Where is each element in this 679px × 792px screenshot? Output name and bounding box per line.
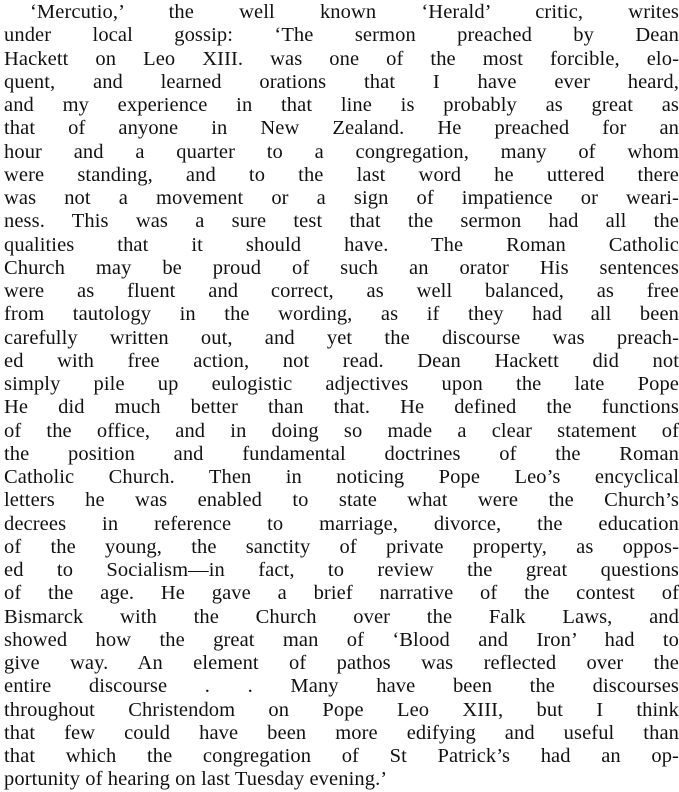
text-line: ‘Mercutio,’ the well known ‘Herald’ critic, writes [30, 1, 679, 23]
text-line: give way. An element of pathos was reflected over the [4, 652, 679, 674]
text-line: entire discourse . . Many have been the discourses [4, 675, 679, 698]
text-line: throughout Christendom on Pope Leo XIII, but I think [4, 698, 679, 721]
text-line: that few could have been more edifying and useful than [4, 721, 679, 744]
text-line: Bismarck with the Church over the Falk Laws, and [4, 605, 679, 628]
text-line: portunity of hearing on last Tuesday evening.’ [4, 768, 388, 791]
text-line: were as fluent and correct, as well balanced, as free [4, 280, 679, 302]
text-line: were standing, and to the last word he uttered there [4, 163, 679, 186]
text-line: that of anyone in New Zealand. He preached for an [4, 117, 679, 140]
text-line: ness. This was a sure test that the sermon had all the [4, 210, 679, 233]
text-line: He did much better than that. He defined the functions [4, 396, 679, 419]
text-line: hour and a quarter to a congregation, many of whom [4, 140, 679, 163]
text-line: Catholic Church. Then in noticing Pope Leo’s encyclical [4, 466, 679, 488]
text-line: carefully written out, and yet the discourse was preach- [4, 326, 679, 349]
text-line: quent, and learned orations that I have ever heard, [4, 70, 679, 93]
text-line: letters he was enabled to state what were the Church’s [4, 489, 679, 512]
text-line: showed how the great man of ‘Blood and Iron’ had to [4, 628, 679, 651]
text-line: decrees in reference to marriage, divorce, the education [4, 512, 679, 535]
text-line: Hackett on Leo XIII. was one of the most forcible, elo- [4, 47, 679, 70]
text-line: Church may be proud of such an orator His sentences [4, 256, 679, 279]
text-line: the position and fundamental doctrines of the Roman [4, 442, 679, 465]
text-line: from tautology in the wording, as if they had all been [4, 303, 679, 326]
text-line: simply pile up eulogistic adjectives upon the late Pope [4, 373, 679, 395]
text-line: and my experience in that line is probably as great as [4, 94, 679, 116]
text-line: ed with free action, not read. Dean Hackett did not [4, 349, 679, 372]
text-line: that which the congregation of St Patrick’s had an op- [4, 745, 679, 767]
text-line: of the age. He gave a brief narrative of the contest of [4, 582, 679, 605]
text-line: under local gossip: ‘The sermon preached by Dean [4, 24, 679, 47]
text-line: of the young, the sanctity of private property, as oppos- [4, 535, 679, 558]
text-line: qualities that it should have. The Roman Catholic [4, 233, 679, 256]
text-line: was not a movement or a sign of impatience or weari- [4, 187, 679, 209]
text-line: of the office, and in doing so made a clear statement of [4, 419, 679, 442]
text-line: ed to Socialism—in fact, to review the great questions [4, 559, 679, 581]
article-text-column [4, 1, 679, 792]
